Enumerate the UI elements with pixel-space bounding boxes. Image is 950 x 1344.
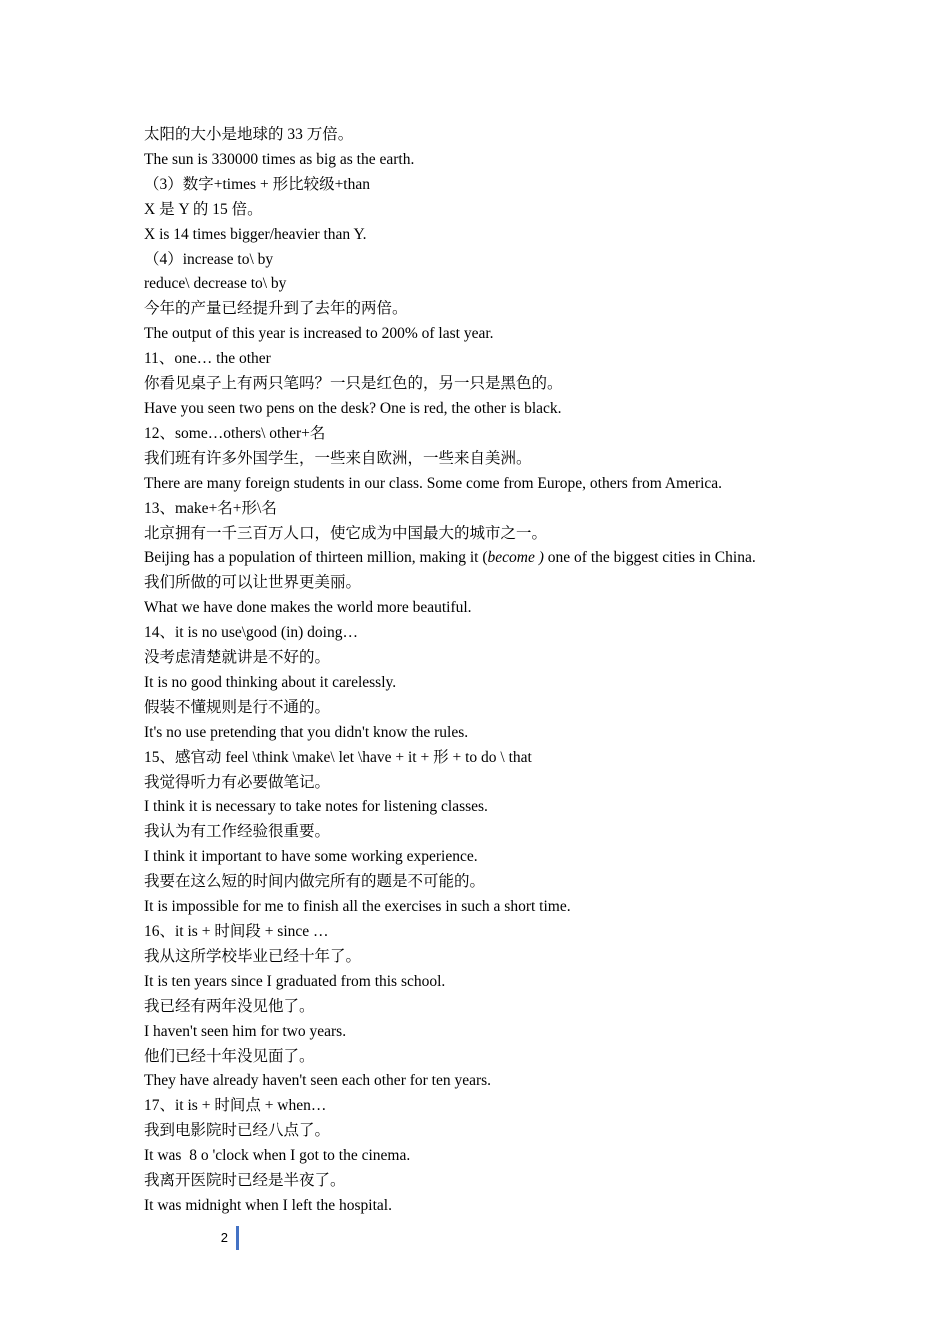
text-line <box>144 546 844 571</box>
text-line: 12、some…others\ other+名 <box>144 424 326 442</box>
text-line: 13、make+名+形\名 <box>144 499 277 517</box>
text-segment: one of the biggest cities in China. <box>543 549 756 567</box>
text-line: I haven't seen him for two years. <box>144 1022 347 1040</box>
text-line: （3）数字+times + 形比较级+than <box>144 175 370 193</box>
text-line: 14、it is no use\good (in) doing… <box>144 624 358 642</box>
text-line: 你看见桌子上有两只笔吗？一只是红色的，另一只是黑色的。 <box>144 375 563 393</box>
text-line: X is 14 times bigger/heavier than Y. <box>144 225 367 243</box>
text-line: 我到电影院时已经八点了。 <box>144 1122 331 1140</box>
italic-text-segment: become ) <box>487 549 544 567</box>
text-line: It's no use pretending that you didn't know the rules. <box>144 723 469 741</box>
text-line: 我认为有工作经验很重要。 <box>144 823 331 841</box>
text-line: 15、感官动 feel \think \make\ let \have + it + 形 + to do \ that <box>144 748 532 766</box>
text-line: 我们班有许多外国学生，一些来自欧洲，一些来自美洲。 <box>144 449 532 467</box>
text-line: （4）increase to\ by <box>144 250 274 268</box>
text-line: 他们已经十年没见面了。 <box>144 1047 315 1065</box>
document-body <box>144 123 844 1219</box>
text-line: It was 8 o 'clock when I got to the cinema. <box>144 1147 411 1165</box>
text-line: 今年的产量已经提升到了去年的两倍。 <box>144 300 408 318</box>
page-number: 2 <box>220 1230 228 1245</box>
text-line: 我离开医院时已经是半夜了。 <box>144 1172 346 1190</box>
text-line: There are many foreign students in our class. Some come from Europe, others from America. <box>144 474 723 492</box>
text-line: 我们所做的可以让世界更美丽。 <box>144 574 362 592</box>
text-line: 11、one… the other <box>144 350 271 368</box>
text-line: What we have done makes the world more beautiful. <box>144 599 472 617</box>
text-line: 没考虑清楚就讲是不好的。 <box>144 649 331 667</box>
text-line: 我已经有两年没见他了。 <box>144 997 315 1015</box>
text-line: 我从这所学校毕业已经十年了。 <box>144 947 362 965</box>
text-line: It is no good thinking about it carelessly. <box>144 673 397 691</box>
text-line: reduce\ decrease to\ by <box>144 275 287 293</box>
text-line: 17、it is + 时间点 + when… <box>144 1097 327 1115</box>
text-line: 假装不懂规则是行不通的。 <box>144 698 331 716</box>
text-line: 太阳的大小是地球的 33 万倍。 <box>144 126 354 143</box>
text-line: It is ten years since I graduated from this school. <box>144 972 446 990</box>
text-line: 16、it is + 时间段 + since … <box>144 923 329 940</box>
text-line: It is impossible for me to finish all the exercises in such a short time. <box>144 898 571 916</box>
text-line: The sun is 330000 times as big as the earth. <box>144 150 415 168</box>
page-footer <box>200 1226 240 1250</box>
text-line: 我觉得听力有必要做笔记。 <box>144 773 331 791</box>
text-line: X 是 Y 的 15 倍。 <box>144 200 263 218</box>
page-number-accent-bar <box>236 1226 239 1250</box>
text-line: The output of this year is increased to 200% of last year. <box>144 325 494 343</box>
text-line: 北京拥有一千三百万人口，使它成为中国最大的城市之一。 <box>144 524 548 542</box>
text-line: I think it important to have some working experience. <box>144 848 478 866</box>
text-line: They have already haven't seen each other for ten years. <box>144 1072 492 1090</box>
text-line: 我要在这么短的时间内做完所有的题是不可能的。 <box>144 873 486 891</box>
text-line: I think it is necessary to take notes for listening classes. <box>144 798 488 816</box>
text-line: Have you seen two pens on the desk? One is red, the other is black. <box>144 399 562 417</box>
text-line: It was midnight when I left the hospital. <box>144 1196 392 1214</box>
text-segment: Beijing has a population of thirteen million, making it ( <box>144 549 488 567</box>
